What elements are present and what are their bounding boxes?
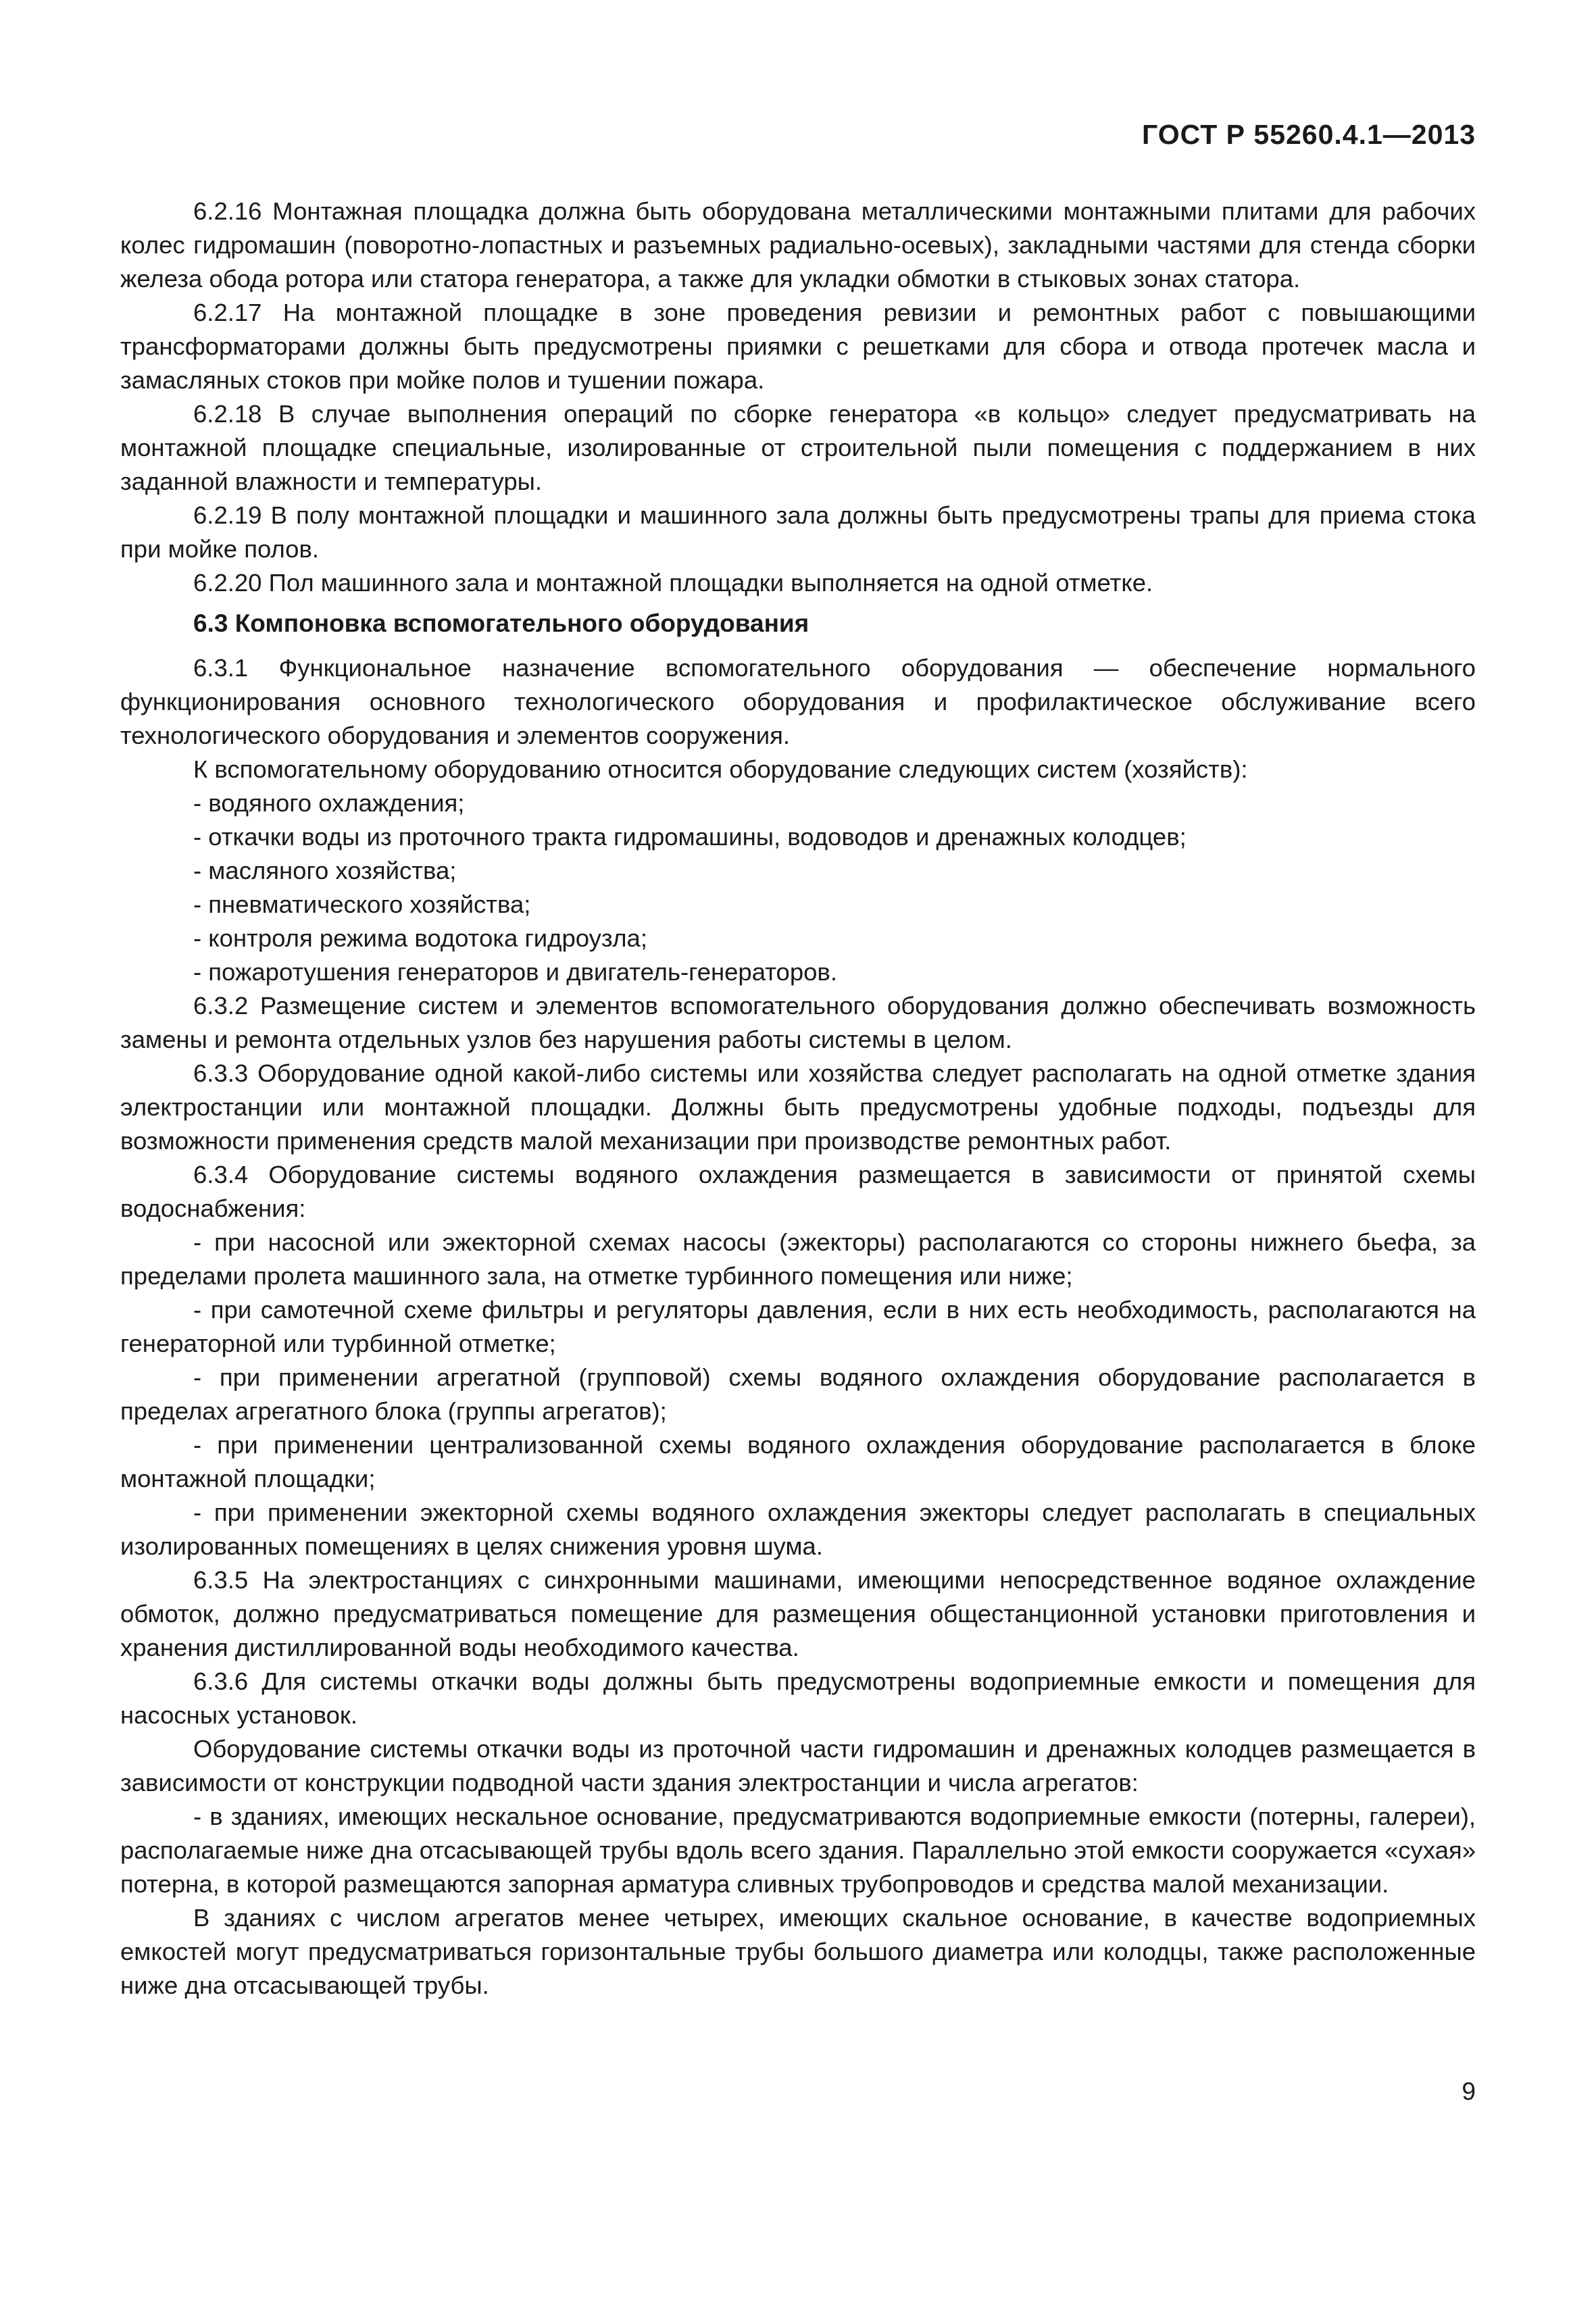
paragraph-6-2-16: 6.2.16 Монтажная площадка должна быть оборудована металлическими монтажными плитами для рабочих колес гидромашин (поворотно-лопастных и разъемных радиально-осевых), закладными частями для стенда сборки железа обода ротора или статора генератора, а также для укладки обмотки в стыковых зонах статора. xyxy=(120,197,1476,293)
list-item: - пожаротушения генераторов и двигатель-генераторов. xyxy=(193,958,837,986)
page-number: 9 xyxy=(1462,2078,1476,2105)
list-item: - при насосной или эжекторной схемах насосы (эжекторы) располагаются со стороны нижнего бьефа, за пределами пролета машинного зала, на отметке турбинного помещения или ниже; xyxy=(120,1228,1476,1290)
document-code-header: ГОСТ Р 55260.4.1—2013 xyxy=(1142,119,1476,150)
paragraph-6-3-4: 6.3.4 Оборудование системы водяного охлаждения размещается в зависимости от принятой схемы водоснабжения: xyxy=(120,1161,1476,1222)
paragraph-small-buildings: В зданиях с числом агрегатов менее четырех, имеющих скальное основание, в качестве водоприемных емкостей могут предусматриваться горизонтальные трубы большого диаметра или колодцы, также расположенные ниже дна отсасывающей трубы. xyxy=(120,1904,1476,1999)
document-body xyxy=(120,195,1476,2003)
list-item: - контроля режима водотока гидроузла; xyxy=(193,924,647,952)
paragraph-6-2-20: 6.2.20 Пол машинного зала и монтажной площадки выполняется на одной отметке. xyxy=(193,569,1153,597)
list-item: - откачки воды из проточного тракта гидромашины, водоводов и дренажных колодцев; xyxy=(193,823,1187,851)
paragraph-6-2-17: 6.2.17 На монтажной площадке в зоне проведения ревизии и ремонтных работ с повышающими трансформаторами должны быть предусмотрены приямки с решетками для сбора и отвода протечек масла и замасляных стоков при мойке полов и тушении пожара. xyxy=(120,299,1476,394)
paragraph-6-3-3: 6.3.3 Оборудование одной какой-либо системы или хозяйства следует располагать на одной отметке здания электростанции или монтажной площадки. Должны быть предусмотрены удобные подходы, подъезды для возможности применения средств малой механизации при производстве ремонтных работ. xyxy=(120,1059,1476,1155)
list-item: - водяного охлаждения; xyxy=(193,789,465,817)
paragraph-drainage-equipment: Оборудование системы откачки воды из проточной части гидромашин и дренажных колодцев размещается в зависимости от конструкции подводной части здания электростанции и числа агрегатов: xyxy=(120,1735,1476,1796)
list-item: - при применении эжекторной схемы водяного охлаждения эжекторы следует располагать в специальных изолированных помещениях в целях снижения уровня шума. xyxy=(120,1499,1476,1560)
paragraph-6-3-5: 6.3.5 На электростанциях с синхронными машинами, имеющими непосредственное водяное охлаждение обмоток, должно предусматриваться помещение для размещения общестанционной установки приготовления и хранения дистиллированной воды необходимого качества. xyxy=(120,1566,1476,1661)
paragraph-6-2-19: 6.2.19 В полу монтажной площадки и машинного зала должны быть предусмотрены трапы для приема стока при мойке полов. xyxy=(120,501,1476,563)
list-item: - масляного хозяйства; xyxy=(193,857,457,884)
paragraph-6-3-6: 6.3.6 Для системы откачки воды должны быть предусмотрены водоприемные емкости и помещения для насосных установок. xyxy=(120,1667,1476,1729)
paragraph-6-2-18: 6.2.18 В случае выполнения операций по сборке генератора «в кольцо» следует предусматривать на монтажной площадке специальные, изолированные от строительной пыли помещения с поддержанием в них заданной влажности и температуры. xyxy=(120,400,1476,495)
section-heading-6-3: 6.3 Компоновка вспомогательного оборудования xyxy=(193,609,809,637)
list-item: - при применении централизованной схемы водяного охлаждения оборудование располагается в блоке монтажной площадки; xyxy=(120,1431,1476,1492)
list-item: - при самотечной схеме фильтры и регуляторы давления, если в них есть необходимость, располагаются на генераторной или турбинной отметке; xyxy=(120,1296,1476,1357)
paragraph-6-3-2: 6.3.2 Размещение систем и элементов вспомогательного оборудования должно обеспечивать возможность замены и ремонта отдельных узлов без нарушения работы системы в целом. xyxy=(120,992,1476,1053)
paragraph-6-3-1: 6.3.1 Функциональное назначение вспомогательного оборудования — обеспечение нормального функционирования основного технологического оборудования и профилактическое обслуживание всего технологического оборудования и элементов сооружения. xyxy=(120,654,1476,749)
list-item: - при применении агрегатной (групповой) схемы водяного охлаждения оборудование располагается в пределах агрегатного блока (группы агрегатов); xyxy=(120,1363,1476,1425)
list-item: - пневматического хозяйства; xyxy=(193,890,531,918)
systems-intro: К вспомогательному оборудованию относится оборудование следующих систем (хозяйств): xyxy=(193,755,1248,783)
paragraph-non-rock-buildings: - в зданиях, имеющих нескальное основание, предусматриваются водоприемные емкости (потерны, галереи), располагаемые ниже дна отсасывающей трубы вдоль всего здания. Параллельно этой емкости сооружается «сухая» потерна, в которой размещаются запорная арматура сливных трубопроводов и средства малой механизации. xyxy=(120,1803,1476,1898)
